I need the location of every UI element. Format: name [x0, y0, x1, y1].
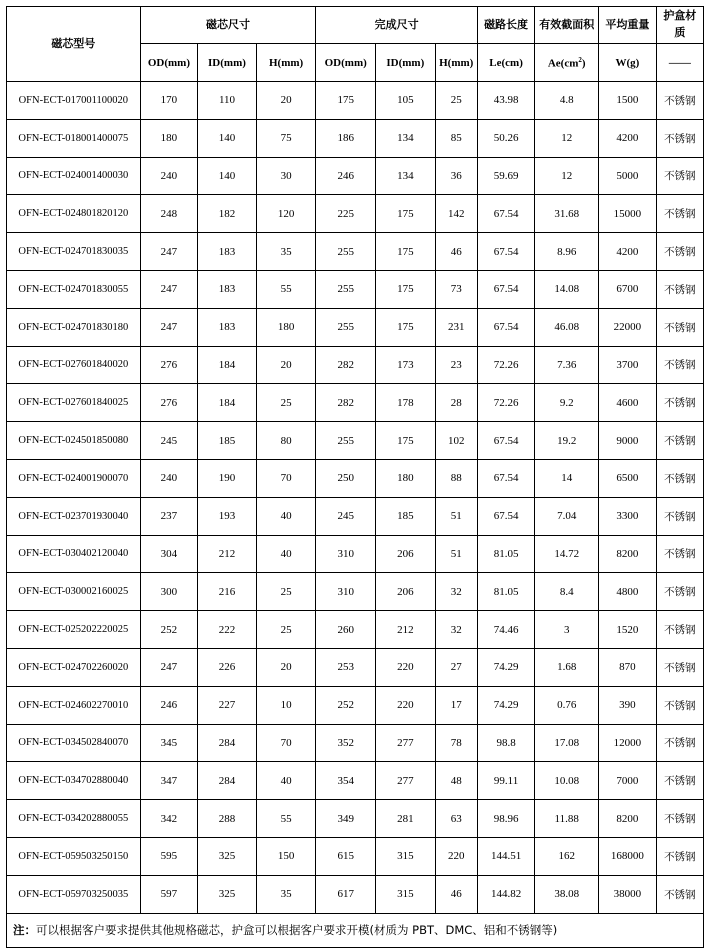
cell-model: OFN-ECT-027601840025: [7, 384, 141, 422]
cell-case-material: 不锈钢: [656, 82, 703, 120]
cell-core-h: 40: [256, 497, 316, 535]
cell-model: OFN-ECT-024701830035: [7, 233, 141, 271]
cell-effective-area: 8.96: [535, 233, 599, 271]
cell-effective-area: 162: [535, 837, 599, 875]
cell-avg-weight: 6500: [599, 459, 657, 497]
cell-case-material: 不锈钢: [656, 233, 703, 271]
cell-avg-weight: 9000: [599, 422, 657, 460]
ae-unit-exponent: 2: [578, 55, 582, 64]
cell-core-h: 120: [256, 195, 316, 233]
cell-core-od: 247: [140, 648, 198, 686]
table-row: [7, 875, 704, 913]
cell-core-id: 226: [198, 648, 257, 686]
table-row: [7, 119, 704, 157]
cell-core-od: 252: [140, 611, 198, 649]
cell-core-od: 170: [140, 82, 198, 120]
cell-case-material: 不锈钢: [656, 800, 703, 838]
cell-core-id: 284: [198, 762, 257, 800]
cell-finished-id: 180: [376, 459, 436, 497]
cell-finished-h: 73: [435, 270, 477, 308]
cell-avg-weight: 3700: [599, 346, 657, 384]
cell-core-h: 55: [256, 270, 316, 308]
header-core-od: OD(mm): [140, 44, 198, 82]
cell-core-id: 325: [198, 837, 257, 875]
cell-path-length: 50.26: [477, 119, 535, 157]
cell-model: OFN-ECT-017001100020: [7, 82, 141, 120]
table-row: [7, 573, 704, 611]
cell-finished-od: 250: [316, 459, 376, 497]
cell-core-id: 183: [198, 270, 257, 308]
cell-avg-weight: 22000: [599, 308, 657, 346]
cell-finished-h: 63: [435, 800, 477, 838]
cell-core-h: 10: [256, 686, 316, 724]
table-row: [7, 459, 704, 497]
cell-path-length: 98.96: [477, 800, 535, 838]
cell-case-material: 不锈钢: [656, 686, 703, 724]
cell-path-length: 72.26: [477, 384, 535, 422]
cell-finished-id: 134: [376, 157, 436, 195]
cell-finished-h: 85: [435, 119, 477, 157]
cell-finished-id: 185: [376, 497, 436, 535]
cell-core-h: 30: [256, 157, 316, 195]
cell-finished-od: 349: [316, 800, 376, 838]
cell-model: OFN-ECT-034502840070: [7, 724, 141, 762]
cell-core-h: 150: [256, 837, 316, 875]
cell-avg-weight: 390: [599, 686, 657, 724]
cell-finished-id: 315: [376, 837, 436, 875]
cell-model: OFN-ECT-023701930040: [7, 497, 141, 535]
cell-core-id: 140: [198, 119, 257, 157]
note-label: 注：: [13, 923, 36, 938]
cell-finished-h: 142: [435, 195, 477, 233]
cell-finished-id: 134: [376, 119, 436, 157]
cell-model: OFN-ECT-034202880055: [7, 800, 141, 838]
cell-model: OFN-ECT-025202220025: [7, 611, 141, 649]
cell-core-id: 222: [198, 611, 257, 649]
cell-avg-weight: 1500: [599, 82, 657, 120]
cell-finished-id: 281: [376, 800, 436, 838]
cell-finished-od: 255: [316, 270, 376, 308]
cell-finished-od: 255: [316, 308, 376, 346]
header-finished-id: ID(mm): [376, 44, 436, 82]
table-row: [7, 648, 704, 686]
cell-core-od: 300: [140, 573, 198, 611]
cell-finished-h: 51: [435, 535, 477, 573]
cell-finished-h: 102: [435, 422, 477, 460]
cell-core-od: 247: [140, 233, 198, 271]
cell-model: OFN-ECT-024701830180: [7, 308, 141, 346]
cell-effective-area: 1.68: [535, 648, 599, 686]
header-material-dash: ——: [656, 44, 703, 82]
cell-finished-h: 220: [435, 837, 477, 875]
table-body: [7, 82, 704, 914]
cell-effective-area: 3: [535, 611, 599, 649]
cell-model: OFN-ECT-030002160025: [7, 573, 141, 611]
cell-avg-weight: 8200: [599, 800, 657, 838]
cell-path-length: 74.29: [477, 686, 535, 724]
cell-path-length: 81.05: [477, 573, 535, 611]
cell-finished-id: 220: [376, 686, 436, 724]
cell-avg-weight: 15000: [599, 195, 657, 233]
header-finished-h: H(mm): [435, 44, 477, 82]
cell-finished-od: 253: [316, 648, 376, 686]
cell-path-length: 67.54: [477, 233, 535, 271]
table-row: [7, 611, 704, 649]
cell-finished-h: 78: [435, 724, 477, 762]
cell-finished-h: 51: [435, 497, 477, 535]
cell-core-id: 216: [198, 573, 257, 611]
cell-finished-id: 206: [376, 535, 436, 573]
cell-core-od: 237: [140, 497, 198, 535]
cell-finished-od: 252: [316, 686, 376, 724]
cell-path-length: 98.8: [477, 724, 535, 762]
header-le-unit: Le(cm): [477, 44, 535, 82]
cell-finished-id: 315: [376, 875, 436, 913]
cell-core-h: 75: [256, 119, 316, 157]
cell-core-od: 246: [140, 686, 198, 724]
cell-case-material: 不锈钢: [656, 611, 703, 649]
cell-core-od: 345: [140, 724, 198, 762]
cell-path-length: 67.54: [477, 308, 535, 346]
cell-core-h: 55: [256, 800, 316, 838]
header-core-id: ID(mm): [198, 44, 257, 82]
header-finished-size: 完成尺寸: [316, 7, 477, 44]
cell-finished-od: 617: [316, 875, 376, 913]
cell-avg-weight: 8200: [599, 535, 657, 573]
cell-core-id: 190: [198, 459, 257, 497]
cell-finished-h: 28: [435, 384, 477, 422]
cell-finished-h: 17: [435, 686, 477, 724]
header-path-length: 磁路长度: [477, 7, 535, 44]
table-row: [7, 686, 704, 724]
cell-finished-id: 175: [376, 270, 436, 308]
cell-model: OFN-ECT-059703250035: [7, 875, 141, 913]
cell-core-h: 25: [256, 611, 316, 649]
cell-core-h: 70: [256, 459, 316, 497]
table-row: [7, 535, 704, 573]
cell-path-length: 67.54: [477, 195, 535, 233]
cell-finished-h: 48: [435, 762, 477, 800]
cell-finished-h: 32: [435, 611, 477, 649]
note-text: 可以根据客户要求提供其他规格磁芯，护盒可以根据客户要求开模(材质为 PBT、DMC、铝和不锈钢等): [36, 923, 558, 938]
cell-core-h: 25: [256, 573, 316, 611]
cell-core-od: 248: [140, 195, 198, 233]
cell-avg-weight: 168000: [599, 837, 657, 875]
cell-core-h: 20: [256, 82, 316, 120]
cell-core-h: 20: [256, 346, 316, 384]
cell-model: OFN-ECT-024001400030: [7, 157, 141, 195]
cell-finished-id: 212: [376, 611, 436, 649]
header-model: 磁芯型号: [7, 7, 141, 82]
header-finished-od: OD(mm): [316, 44, 376, 82]
header-row-top: [7, 7, 704, 44]
ae-unit-close: ): [581, 57, 586, 70]
header-core-h: H(mm): [256, 44, 316, 82]
cell-finished-h: 32: [435, 573, 477, 611]
cell-finished-od: 255: [316, 422, 376, 460]
cell-core-od: 342: [140, 800, 198, 838]
cell-finished-od: 260: [316, 611, 376, 649]
cell-effective-area: 10.08: [535, 762, 599, 800]
cell-core-id: 182: [198, 195, 257, 233]
cell-core-h: 180: [256, 308, 316, 346]
cell-effective-area: 4.8: [535, 82, 599, 120]
cell-core-id: 184: [198, 384, 257, 422]
cell-finished-id: 175: [376, 233, 436, 271]
cell-finished-h: 231: [435, 308, 477, 346]
cell-avg-weight: 870: [599, 648, 657, 686]
cell-finished-id: 277: [376, 724, 436, 762]
cell-core-h: 20: [256, 648, 316, 686]
cell-path-length: 81.05: [477, 535, 535, 573]
cell-finished-od: 282: [316, 384, 376, 422]
cell-model: OFN-ECT-034702880040: [7, 762, 141, 800]
cell-model: OFN-ECT-059503250150: [7, 837, 141, 875]
cell-core-od: 247: [140, 308, 198, 346]
note-row: [7, 913, 704, 947]
cell-core-h: 35: [256, 875, 316, 913]
cell-model: OFN-ECT-024801820120: [7, 195, 141, 233]
table-row: [7, 497, 704, 535]
cell-path-length: 74.46: [477, 611, 535, 649]
cell-core-id: 184: [198, 346, 257, 384]
header-weight-unit: W(g): [599, 44, 657, 82]
cell-core-h: 40: [256, 762, 316, 800]
cell-finished-od: 282: [316, 346, 376, 384]
cell-model: OFN-ECT-030402120040: [7, 535, 141, 573]
cell-path-length: 99.11: [477, 762, 535, 800]
cell-model: OFN-ECT-024501850080: [7, 422, 141, 460]
cell-finished-id: 206: [376, 573, 436, 611]
cell-case-material: 不锈钢: [656, 762, 703, 800]
cell-core-h: 80: [256, 422, 316, 460]
cell-effective-area: 7.36: [535, 346, 599, 384]
table-row: [7, 837, 704, 875]
cell-core-od: 347: [140, 762, 198, 800]
table-row: [7, 346, 704, 384]
cell-model: OFN-ECT-027601840020: [7, 346, 141, 384]
cell-avg-weight: 4200: [599, 119, 657, 157]
cell-finished-id: 220: [376, 648, 436, 686]
cell-core-id: 193: [198, 497, 257, 535]
cell-model: OFN-ECT-024701830055: [7, 270, 141, 308]
cell-core-id: 140: [198, 157, 257, 195]
cell-effective-area: 9.2: [535, 384, 599, 422]
cell-effective-area: 14.08: [535, 270, 599, 308]
cell-core-h: 70: [256, 724, 316, 762]
cell-effective-area: 17.08: [535, 724, 599, 762]
cell-path-length: 144.82: [477, 875, 535, 913]
cell-finished-h: 46: [435, 875, 477, 913]
cell-effective-area: 7.04: [535, 497, 599, 535]
cell-effective-area: 19.2: [535, 422, 599, 460]
header-core-size: 磁芯尺寸: [140, 7, 316, 44]
cell-path-length: 43.98: [477, 82, 535, 120]
table-row: [7, 270, 704, 308]
cell-core-od: 240: [140, 459, 198, 497]
cell-path-length: 67.54: [477, 422, 535, 460]
cell-finished-id: 175: [376, 422, 436, 460]
cell-finished-od: 255: [316, 233, 376, 271]
cell-case-material: 不锈钢: [656, 573, 703, 611]
spec-table-container: [6, 6, 704, 948]
cell-core-id: 110: [198, 82, 257, 120]
cell-finished-id: 277: [376, 762, 436, 800]
cell-effective-area: 11.88: [535, 800, 599, 838]
cell-case-material: 不锈钢: [656, 724, 703, 762]
cell-avg-weight: 38000: [599, 875, 657, 913]
table-row: [7, 762, 704, 800]
cell-effective-area: 0.76: [535, 686, 599, 724]
cell-finished-od: 352: [316, 724, 376, 762]
cell-case-material: 不锈钢: [656, 422, 703, 460]
cell-core-id: 227: [198, 686, 257, 724]
cell-effective-area: 46.08: [535, 308, 599, 346]
cell-case-material: 不锈钢: [656, 535, 703, 573]
cell-finished-od: 186: [316, 119, 376, 157]
cell-finished-od: 354: [316, 762, 376, 800]
cell-avg-weight: 4600: [599, 384, 657, 422]
cell-case-material: 不锈钢: [656, 497, 703, 535]
header-effective-area: 有效截面积: [535, 7, 599, 44]
cell-core-od: 240: [140, 157, 198, 195]
header-case-material: 护盒材质: [656, 7, 703, 44]
cell-effective-area: 38.08: [535, 875, 599, 913]
cell-core-od: 595: [140, 837, 198, 875]
cell-case-material: 不锈钢: [656, 459, 703, 497]
cell-avg-weight: 4200: [599, 233, 657, 271]
cell-finished-h: 46: [435, 233, 477, 271]
cell-case-material: 不锈钢: [656, 157, 703, 195]
cell-case-material: 不锈钢: [656, 308, 703, 346]
cell-path-length: 67.54: [477, 459, 535, 497]
cell-finished-h: 27: [435, 648, 477, 686]
cell-core-od: 276: [140, 384, 198, 422]
cell-core-od: 597: [140, 875, 198, 913]
cell-finished-od: 310: [316, 573, 376, 611]
cell-model: OFN-ECT-024001900070: [7, 459, 141, 497]
cell-core-id: 183: [198, 308, 257, 346]
cell-model: OFN-ECT-018001400075: [7, 119, 141, 157]
cell-case-material: 不锈钢: [656, 384, 703, 422]
cell-avg-weight: 5000: [599, 157, 657, 195]
cell-finished-id: 105: [376, 82, 436, 120]
cell-path-length: 72.26: [477, 346, 535, 384]
cell-avg-weight: 6700: [599, 270, 657, 308]
cell-finished-id: 175: [376, 195, 436, 233]
table-row: [7, 308, 704, 346]
cell-core-h: 25: [256, 384, 316, 422]
cell-core-id: 183: [198, 233, 257, 271]
cell-avg-weight: 1520: [599, 611, 657, 649]
cell-effective-area: 12: [535, 157, 599, 195]
cell-finished-od: 246: [316, 157, 376, 195]
cell-case-material: 不锈钢: [656, 119, 703, 157]
cell-path-length: 74.29: [477, 648, 535, 686]
cell-core-h: 40: [256, 535, 316, 573]
table-row: [7, 384, 704, 422]
cell-case-material: 不锈钢: [656, 837, 703, 875]
cell-case-material: 不锈钢: [656, 270, 703, 308]
table-row: [7, 195, 704, 233]
cell-effective-area: 12: [535, 119, 599, 157]
cell-core-id: 288: [198, 800, 257, 838]
table-row: [7, 724, 704, 762]
cell-finished-h: 25: [435, 82, 477, 120]
cell-model: OFN-ECT-024702260020: [7, 648, 141, 686]
cell-path-length: 67.54: [477, 270, 535, 308]
cell-finished-id: 173: [376, 346, 436, 384]
table-row: [7, 157, 704, 195]
cell-core-id: 325: [198, 875, 257, 913]
cell-finished-od: 245: [316, 497, 376, 535]
cell-finished-h: 23: [435, 346, 477, 384]
cell-avg-weight: 3300: [599, 497, 657, 535]
table-row: [7, 800, 704, 838]
cell-finished-od: 175: [316, 82, 376, 120]
cell-avg-weight: 4800: [599, 573, 657, 611]
header-avg-weight: 平均重量: [599, 7, 657, 44]
note-cell: [7, 913, 704, 947]
cell-core-h: 35: [256, 233, 316, 271]
cell-case-material: 不锈钢: [656, 195, 703, 233]
cell-path-length: 144.51: [477, 837, 535, 875]
cell-core-id: 185: [198, 422, 257, 460]
cell-finished-h: 88: [435, 459, 477, 497]
cell-finished-od: 310: [316, 535, 376, 573]
cell-core-od: 245: [140, 422, 198, 460]
cell-case-material: 不锈钢: [656, 875, 703, 913]
table-row: [7, 422, 704, 460]
cell-case-material: 不锈钢: [656, 648, 703, 686]
table-row: [7, 82, 704, 120]
cell-path-length: 67.54: [477, 497, 535, 535]
cell-core-od: 180: [140, 119, 198, 157]
cell-path-length: 59.69: [477, 157, 535, 195]
cell-finished-od: 225: [316, 195, 376, 233]
cell-core-od: 304: [140, 535, 198, 573]
cell-core-id: 284: [198, 724, 257, 762]
cell-effective-area: 31.68: [535, 195, 599, 233]
cell-core-od: 276: [140, 346, 198, 384]
cell-case-material: 不锈钢: [656, 346, 703, 384]
cell-finished-h: 36: [435, 157, 477, 195]
core-spec-table: [6, 6, 704, 948]
cell-model: OFN-ECT-024602270010: [7, 686, 141, 724]
table-row: [7, 233, 704, 271]
cell-effective-area: 14.72: [535, 535, 599, 573]
ae-unit-base: Ae(cm: [547, 57, 579, 70]
cell-finished-od: 615: [316, 837, 376, 875]
cell-core-id: 212: [198, 535, 257, 573]
cell-effective-area: 14: [535, 459, 599, 497]
cell-core-od: 247: [140, 270, 198, 308]
header-ae-unit: [535, 44, 599, 82]
cell-finished-id: 175: [376, 308, 436, 346]
cell-effective-area: 8.4: [535, 573, 599, 611]
cell-avg-weight: 7000: [599, 762, 657, 800]
cell-avg-weight: 12000: [599, 724, 657, 762]
cell-finished-id: 178: [376, 384, 436, 422]
